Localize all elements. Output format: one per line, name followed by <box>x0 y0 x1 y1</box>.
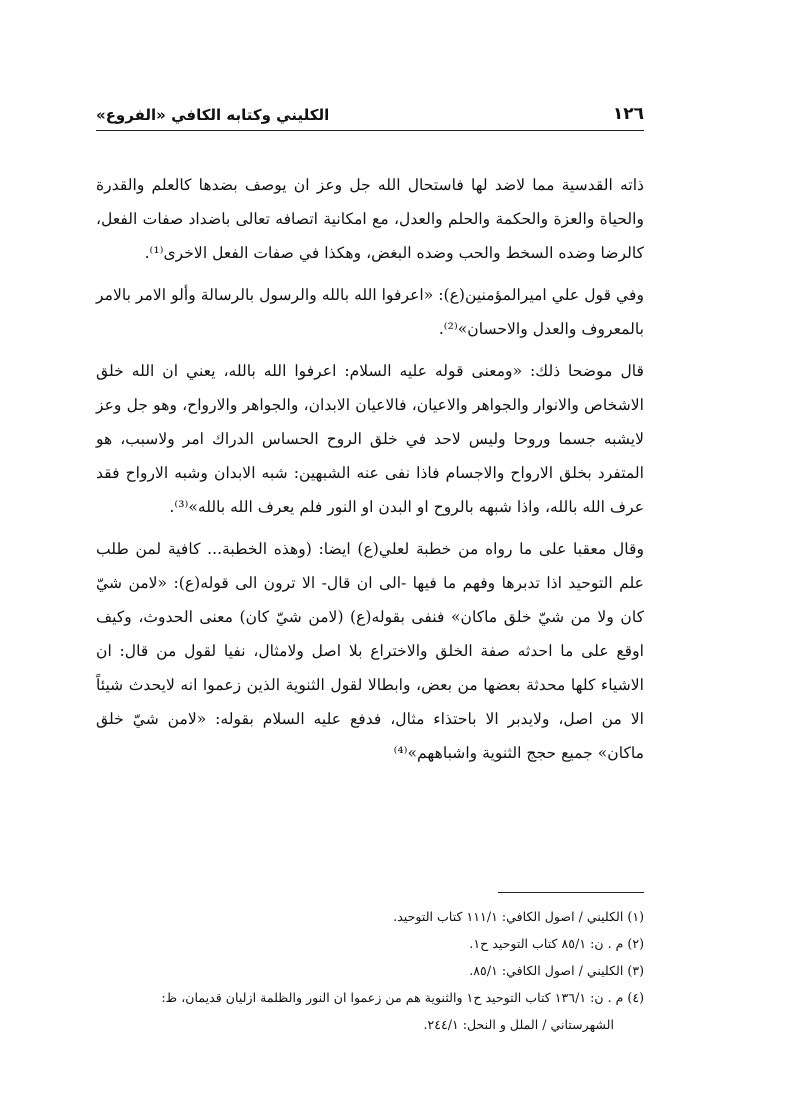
paragraph: ذاته القدسية مما لاضد لها فاستحال الله جل وعز ان يوصف بضدها كالعلم والقدرة والحياة والعزة والحكمة والحلم والعدل، مع امكانية اتصافه تعالى باضداد صفات الفعل، كالرضا وضده السخط والحب وضده البغض، وهكذا في صفات الفعل الاخرى⁽¹⁾. <box>96 176 644 262</box>
page-number: ١٢٦ <box>612 104 644 124</box>
footnote: (٣) الكليني / اصول الكافي: ٨٥/١. <box>469 963 644 978</box>
running-title: الكليني وكتابه الكافي «الفروع» <box>96 106 330 124</box>
footnote: (٤) م . ن: ١٣٦/١ كتاب التوحيد ح١ والثنوية هم من زعموا ان النور والظلمة ازليان قديمان، ظ: <box>161 990 644 1005</box>
footnote: (١) الكليني / اصول الكافي: ١١١/١ كتاب التوحيد. <box>393 909 644 924</box>
paragraph: وفي قول علي اميرالمؤمنين(ع): «اعرفوا الله بالله والرسول بالرسالة وألو الامر بالامر بالمعروف والعدل والاحسان»⁽²⁾. <box>96 286 644 338</box>
paragraph: قال موضحا ذلك: «ومعنى قوله عليه السلام: اعرفوا الله بالله، يعني ان الله خلق الاشخاص والانوار والجواهر والاعيان، فالاعيان الابدان، والجواهر والارواح، وهو جل وعز لايشبه جسما وروحا وليس لاحد في خلق الروح الحساس الدراك امر ولاسبب، هو المتفرد بخلق الارواح والاجسام فاذا نفى عنه الشبهين: شبه الابدان وشبه الارواح فقد عرف الله بالله، واذا شبهه بالروح او البدن او النور فلم يعرف الله بالله»⁽³⁾. <box>96 362 644 516</box>
footnotes <box>96 904 644 1039</box>
main-text <box>96 168 644 778</box>
footnote-separator <box>498 892 644 893</box>
running-header <box>96 98 644 131</box>
footnote: (٢) م . ن: ٨٥/١ كتاب التوحيد ح١. <box>469 936 644 951</box>
paragraph: وقال معقبا على ما رواه من خطبة لعلي(ع) ايضا: (وهذه الخطبة... كافية لمن طلب علم التوحيد اذا تدبرها وفهم ما فيها -الى ان قال- الا ترون الى قوله(ع): «لامن شيّ كان ولا من شيّ خلق ماكان» فنفى بقوله(ع) (لامن شيّ كان) معنى الحدوث، وكيف اوقع على ما احدثه صفة الخلق والاختراع بلا اصل ولامثال، نفيا لقول من قال: ان الاشياء كلها محدثة بعضها من بعض، وابطالا لقول الثنوية الذين زعموا انه لايحدث شيئاً الا من اصل، ولايدبر الا باحتذاء مثال، فدفع عليه السلام بقوله: «لامن شيّ خلق ماكان» جميع حجج الثنوية واشباههم»⁽⁴⁾ <box>96 540 644 762</box>
footnote-continuation: الشهرستاني / الملل و النحل: ٢٤٤/١. <box>423 1017 614 1032</box>
